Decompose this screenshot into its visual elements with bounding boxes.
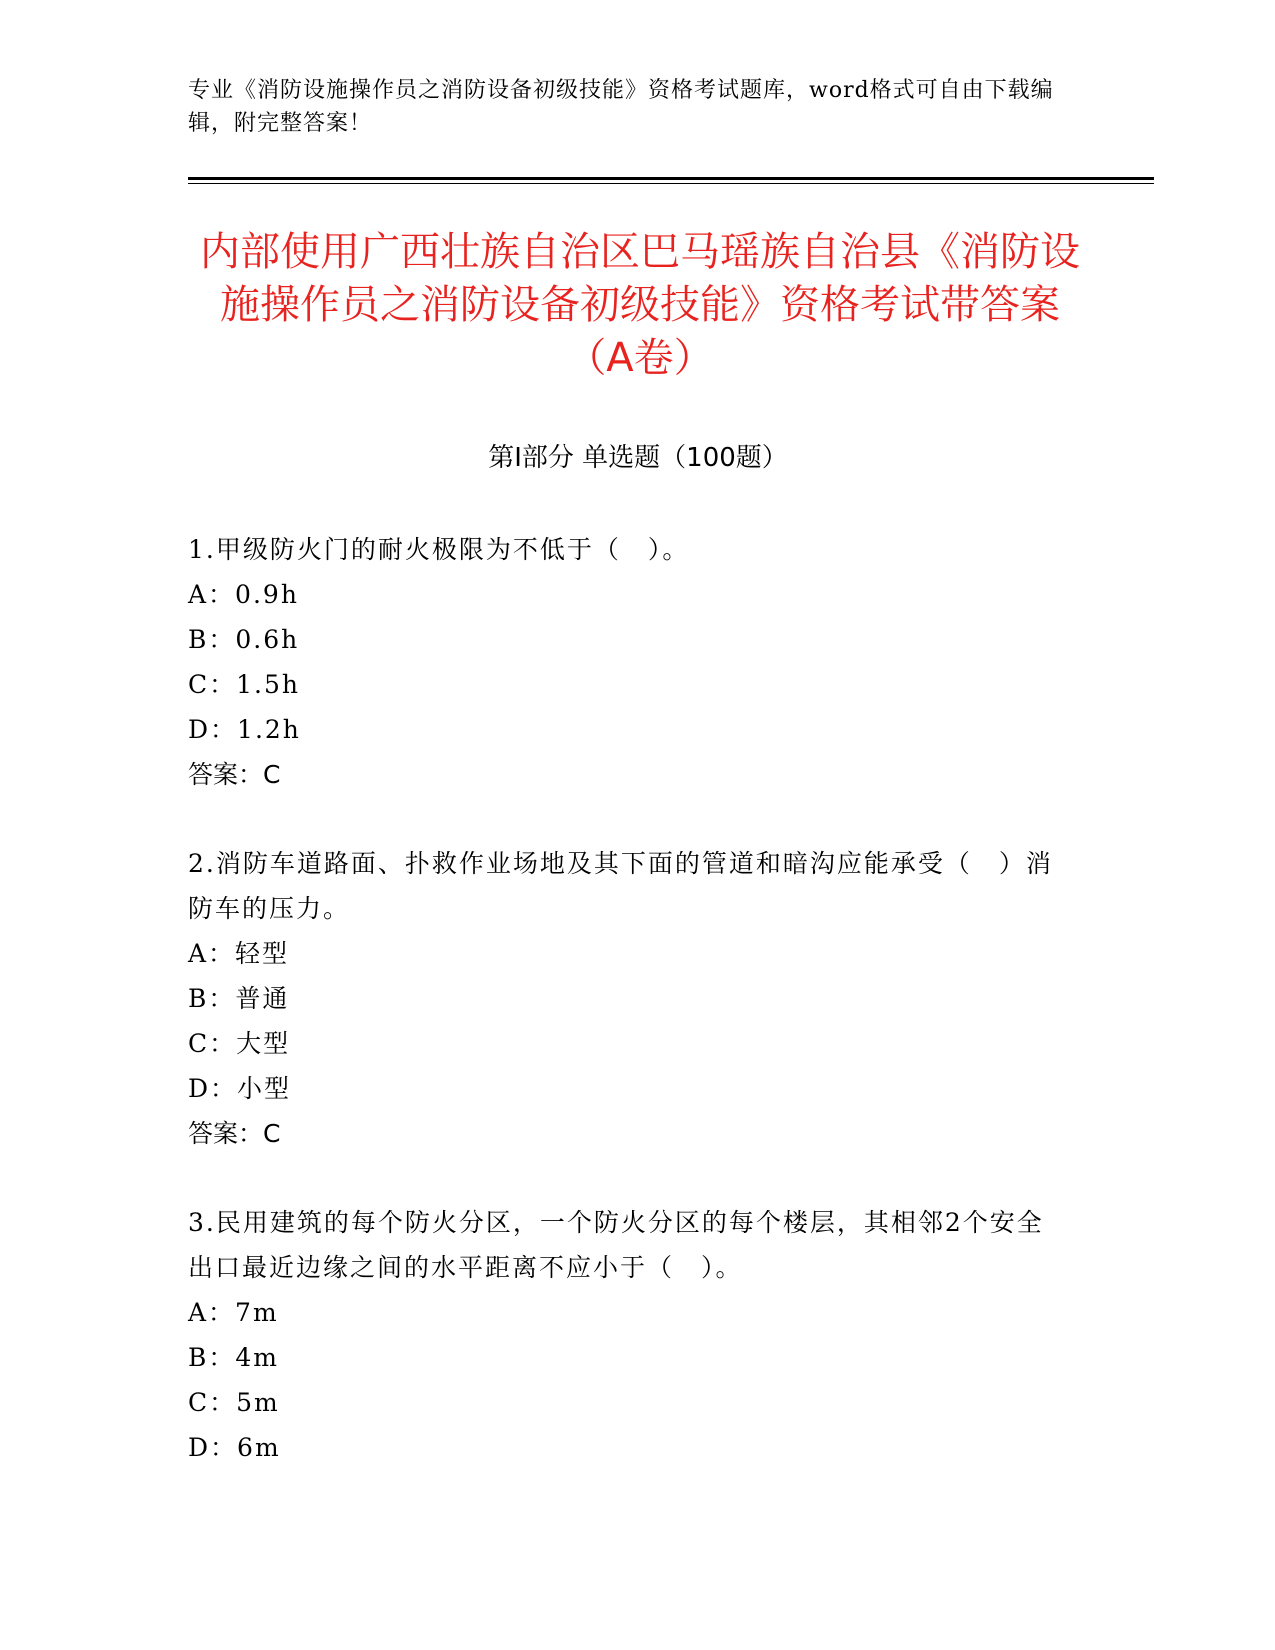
- answer: 答案：C: [188, 760, 281, 789]
- header-divider-thin: [188, 183, 1154, 184]
- question-stem: 2.消防车道路面、扑救作业场地及其下面的管道和暗沟应能承受（ ）消防车的压力。: [188, 849, 1053, 923]
- question-2: [188, 841, 1068, 1156]
- question-stem: 1.甲级防火门的耐火极限为不低于（ ）。: [188, 535, 690, 564]
- option-a: A：0.9h: [188, 580, 299, 609]
- option-a: A：轻型: [188, 939, 290, 968]
- option-a: A：7m: [188, 1298, 279, 1327]
- question-1: [188, 527, 1068, 797]
- option-b: B：4m: [188, 1343, 279, 1372]
- option-d: D：小型: [188, 1074, 292, 1103]
- option-c: C：1.5h: [188, 670, 300, 699]
- option-b: B：普通: [188, 984, 290, 1013]
- option-d: D：1.2h: [188, 715, 301, 744]
- question-list: [188, 527, 1068, 1514]
- header-divider-thick: [188, 177, 1154, 180]
- header-note: 专业《消防设施操作员之消防设备初级技能》资格考试题库，word格式可自由下载编辑，附完整答案！: [188, 78, 1054, 136]
- option-c: C：大型: [188, 1029, 291, 1058]
- option-d: D：6m: [188, 1433, 281, 1462]
- document-title: 内部使用广西壮族自治区巴马瑶族自治县《消防设施操作员之消防设备初级技能》资格考试带答案（A卷）: [200, 229, 1080, 381]
- answer: 答案：C: [188, 1119, 281, 1148]
- question-3: [188, 1200, 1068, 1470]
- option-b: B：0.6h: [188, 625, 300, 654]
- option-c: C：5m: [188, 1388, 280, 1417]
- question-stem: 3.民用建筑的每个防火分区，一个防火分区的每个楼层，其相邻2个安全出口最近边缘之间的水平距离不应小于（ ）。: [188, 1208, 1044, 1282]
- section-heading: 第Ⅰ部分 单选题（100题）: [488, 443, 788, 473]
